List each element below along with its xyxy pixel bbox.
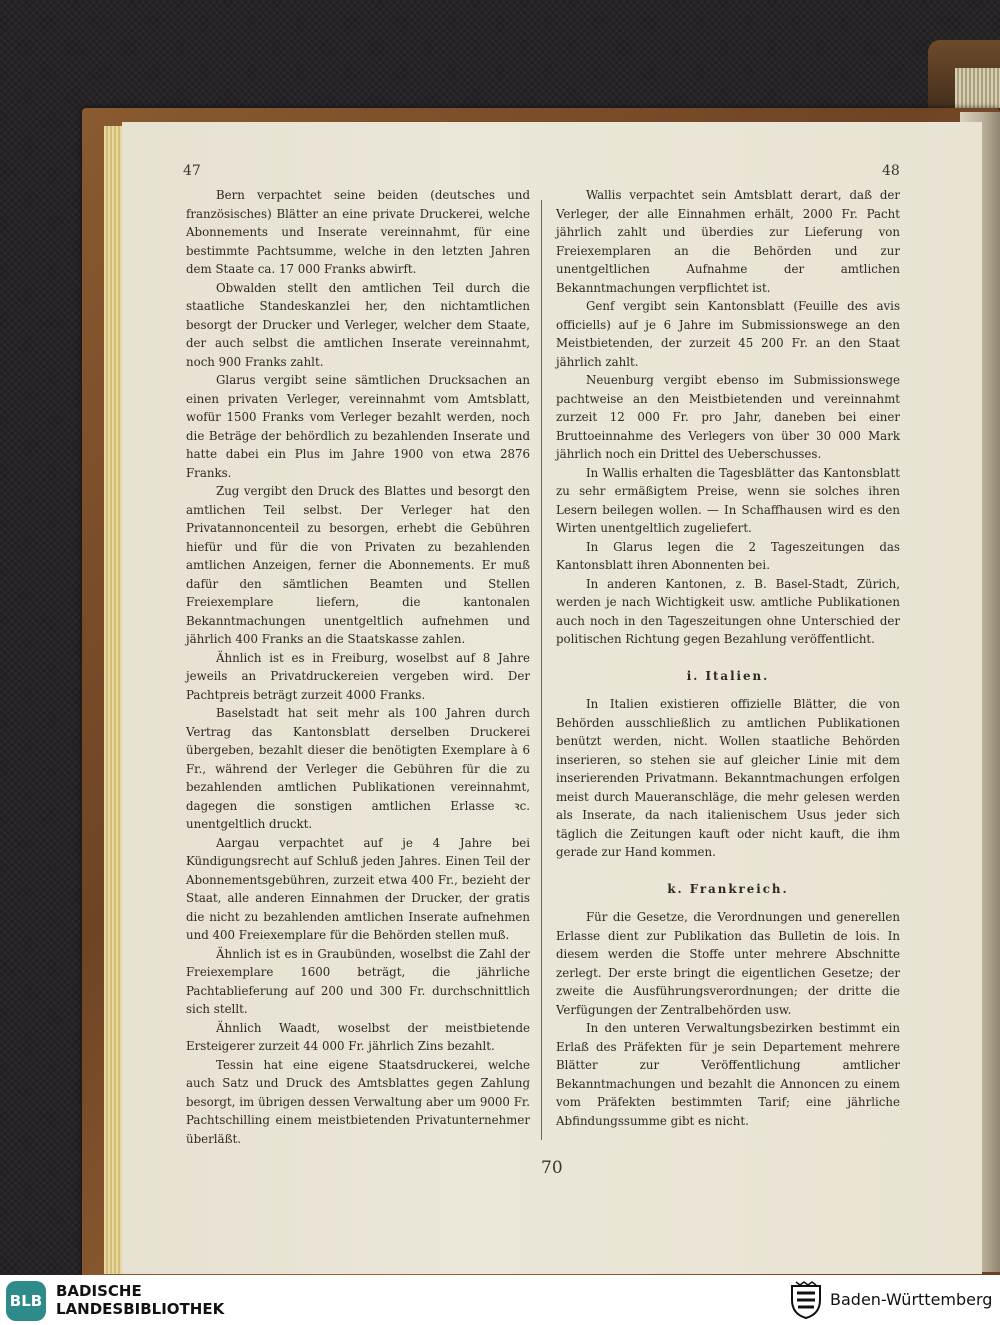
paragraph: In Glarus legen die 2 Tageszeitungen das Kantonsblatt ihren Abonnenten bei. [556,539,900,572]
page-edges [104,126,124,1274]
paragraph: In anderen Kantonen, z. B. Basel-Stadt, Zürich, werden je nach Wichtigkeit usw. amtliche Publikationen auch noch in den Tageszeitungen ohne Unterschied der politischen Richtung gegen Bezahlung veröffentlicht. [556,576,900,646]
paragraph: Für die Gesetze, die Verordnungen und generellen Erlasse dient zur Publikation das Bulletin de lois. In diesem werden die Stoffe unter mehrere Abschnitte zerlegt. Der erste bringt die eigentlichen Gesetze; der zweite die Ausführungsverordnungen; der dritte die Verfügungen der Zentralbehörden usw. [556,910,900,1017]
column-divider [541,200,542,1140]
left-text-column [186,186,530,1148]
state-name: Baden-Württemberg [830,1290,993,1309]
right-page-number: 48 [882,163,900,179]
footer-bar [0,1275,1000,1325]
right-text-column [556,186,900,1130]
paragraph: Aargau verpachtet auf je 4 Jahre bei Kündigungsrecht auf Schluß jeden Jahres. Einen Teil der Abonnementsgebühren, zurzeit etwa 400 Fr., bezieht der Staat, alle anderen Einnahmen der Drucker, der gratis die nicht zu bezahlenden amtlichen Inserate aufnehmen und 400 Freiexemplare für die Behörden stellen muß. [186,835,530,942]
paragraph: Obwalden stellt den amtlichen Teil durch die staatliche Standeskanzlei her, den nichtamtlichen besorgt der Drucker und Verleger, welcher dem Staate, der auch selbst die amtlichen Inserate vereinnahmt, noch 900 Franks zahlt. [186,280,530,369]
paragraph: Zug vergibt den Druck des Blattes und besorgt den amtlichen Teil selbst. Der Verleger hat den Privatannoncenteil zu besorgen, erhebt die Gebühren hiefür und für die von Privaten zu bezahlenden amtlichen Anzeigen, ferner die Abonnements. Er muß dafür den sämtlichen Beamten und Stellen Freiexemplare liefern, die kantonalen Bekanntmachungen unentgeltlich aufnehmen und jährlich 400 Franks an die Staatskasse zahlen. [186,484,530,646]
library-name [56,1282,224,1318]
book-page-stack-top [955,68,1000,108]
section-heading-frankreich: k. Frankreich. [667,881,789,896]
paragraph: Genf vergibt sein Kantonsblatt (Feuille des avis officiells) auf je 6 Jahre im Submissionswege an den Meistbietenden, der zurzeit 45 200 Fr. an den Staat jährlich zahlt. [556,299,900,369]
paragraph: In Wallis erhalten die Tagesblätter das Kantonsblatt zu sehr ermäßigtem Preise, wenn sie solches ihren Lesern beilegen wollen. — In Schaffhausen wird es den Wirten unentgeltlich zugeliefert. [556,465,900,535]
paragraph: In den unteren Verwaltungsbezirken bestimmt ein Erlaß des Präfekten für je sein Departement mehrere Blätter zur Veröffentlichung amtlicher Bekanntmachungen und bezahlt die Annoncen zu einem vom Präfekten bestimmten Tarif; eine jährliche Abfindungssumme gibt es nicht. [556,1021,900,1128]
library-name-line1: BADISCHE [56,1282,142,1300]
state-coat-of-arms-icon [788,1280,824,1320]
paragraph: Wallis verpachtet sein Amtsblatt derart, daß der Verleger, der alle Einnahmen erhält, 2000 Fr. Pacht jährlich zahlt und überdies zur Lieferung von Freiexemplaren an die Behörden und zur unentgeltlichen Aufnahme der amtlichen Bekanntmachungen verpflichtet ist. [556,188,900,295]
paragraph: Ähnlich ist es in Freiburg, woselbst auf 8 Jahre jeweils an Privatdruckereien vergeben wird. Der Pachtpreis beträgt zurzeit 4000 Franks. [186,650,530,702]
paragraph: Neuenburg vergibt ebenso im Submissionswege pachtweise an den Meistbietenden und vereinnahmt zurzeit 12 000 Fr. pro Jahr, daneben bei einer Bruttoeinnahme des Verlegers von über 30 000 Mark jährlich noch ein Drittel des Ueberschusses. [556,373,900,461]
paragraph: In Italien existieren offizielle Blätter, die von Behörden ausschließlich zu amtlichen Publikationen benützt werden, nicht. Wollen staatliche Behörden inserieren, so stehen sie auf gleicher Linie mit dem inserierenden Privatmann. Bekanntmachungen erfolgen meist durch Maueranschläge, die mehr gelesen werden als Inserate, da nach italienischem Usus jeder sich täglich die Zeitungen kauft oder nicht kauft, die ihm gerade zur Hand kommen. [556,697,900,859]
section-heading-italien: i. Italien. [686,668,770,683]
paragraph: Ähnlich Waadt, woselbst der meistbietende Ersteigerer zurzeit 44 000 Fr. jährlich Zins bezahlt. [186,1020,530,1053]
paragraph: Baselstadt hat seit mehr als 100 Jahren durch Vertrag das Kantonsblatt derselben Druckerei übergeben, bezahlt dieser die benötigten Exemplare à 6 Fr., während der Verleger die Gebühren für die zu bezahlenden amtlichen Publikationen vereinnahmt, dagegen die sonstigen amtlichen Erlasse ꝛc. unentgeltlich druckt. [186,706,530,831]
paragraph: Glarus vergibt seine sämtlichen Drucksachen an einen privaten Verleger, vereinnahmt vom Amtsblatt, wofür 1500 Franks vom Verleger bezahlt werden, noch die Beträge der behördlich zu bezahlenden Inserate und hatte dabei ein Plus im Jahre 1900 von etwa 2876 Franks. [186,373,530,480]
blb-logo-icon: BLB [6,1281,46,1321]
library-name-line2: LANDESBIBLIOTHEK [56,1300,225,1318]
paragraph: Tessin hat eine eigene Staatsdruckerei, welche auch Satz und Druck des Amtsblattes gegen Zahlung besorgt, im übrigen dessen Verwaltung aber um 9000 Fr. Pachtschilling einem meistbietenden Privatunternehmer überläßt. [186,1057,530,1146]
left-page-number: 47 [183,163,201,179]
bottom-page-number: 70 [541,1158,563,1178]
paragraph: Ähnlich ist es in Graubünden, woselbst die Zahl der Freiexemplare 1600 beträgt, die jährliche Pachtablieferung auf 200 und 300 Fr. durchschnittlich sich stellt. [186,946,530,1016]
paragraph: Bern verpachtet seine beiden (deutsches und französisches) Blätter an eine private Druckerei, welche Abonnements und Inserate vereinnahmt, für eine bestimmte Pachtsumme, welche in den letzten Jahren dem Staate ca. 17 000 Franks abwirft. [186,188,530,276]
